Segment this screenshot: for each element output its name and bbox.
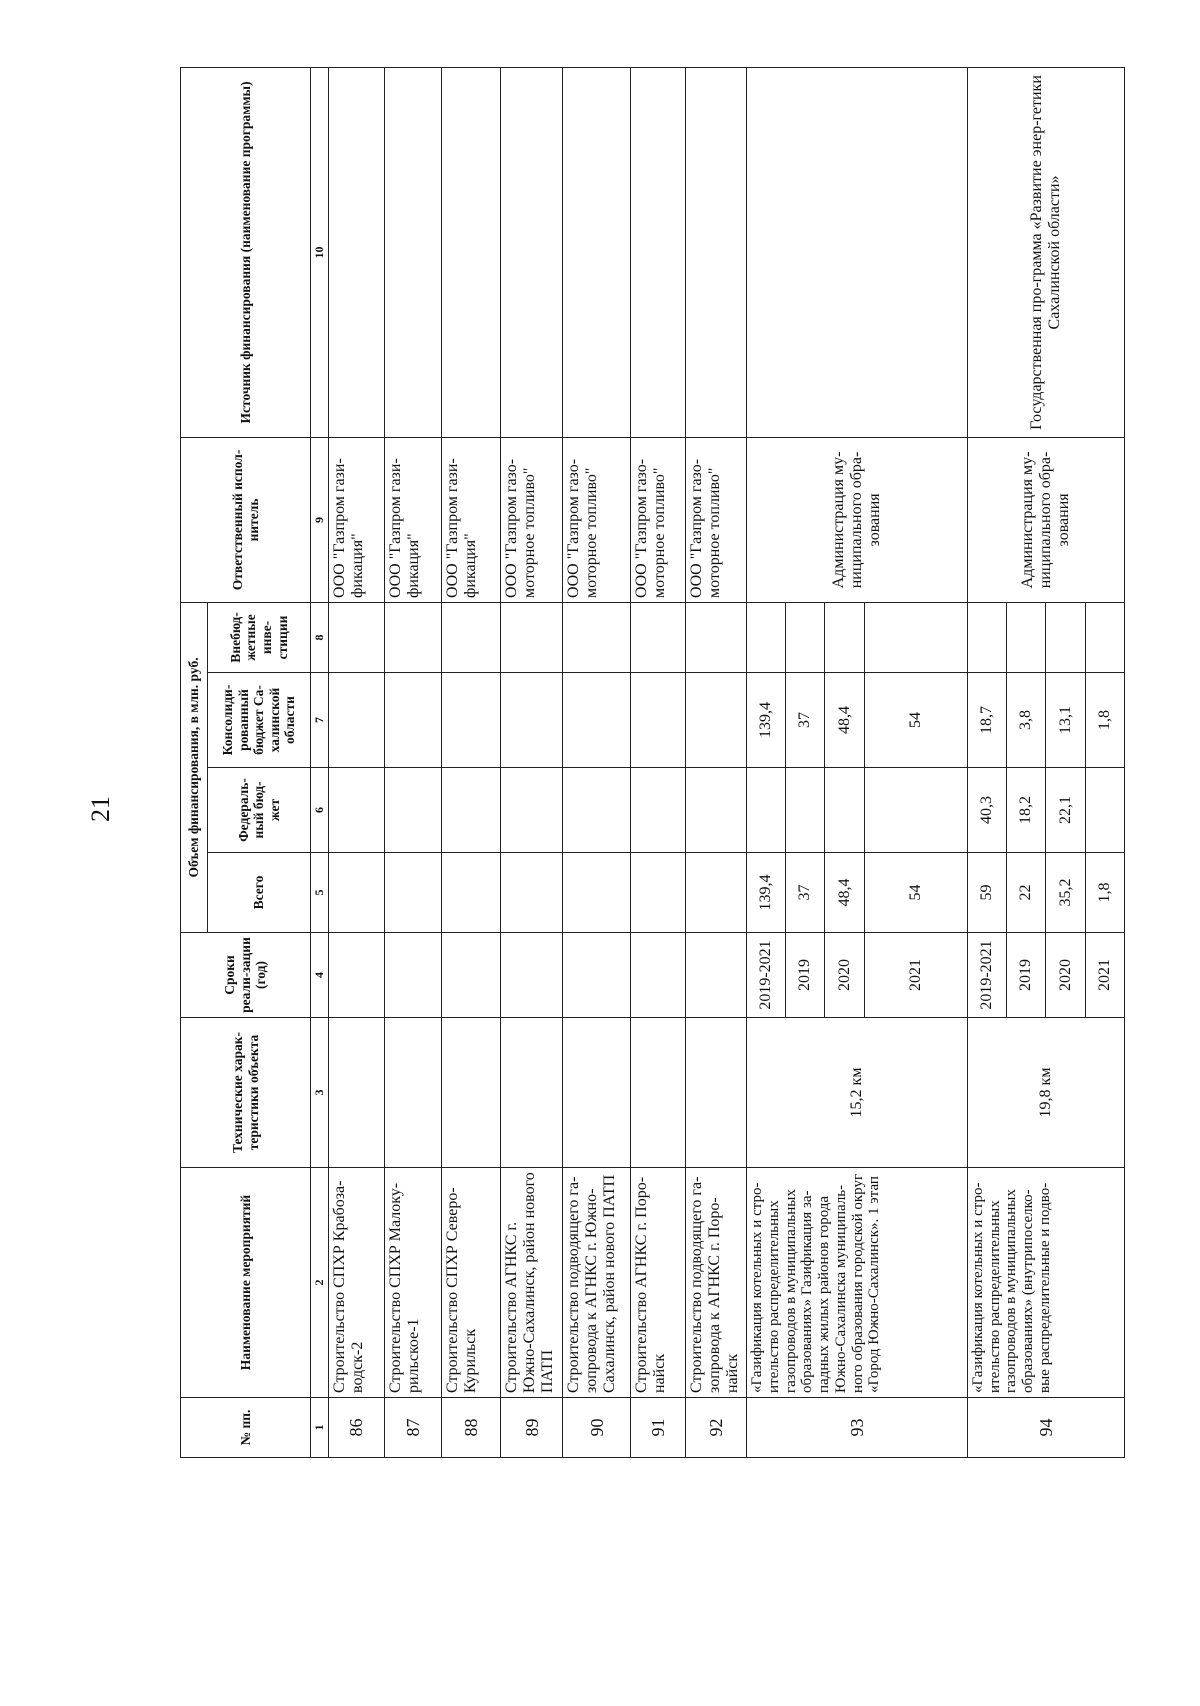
column-numbers-row bbox=[311, 67, 329, 1457]
row-extrabudget bbox=[825, 602, 864, 672]
row-number: 87 bbox=[385, 1398, 442, 1458]
cell-empty bbox=[563, 602, 631, 672]
cell-empty bbox=[685, 673, 746, 768]
row-number: 94 bbox=[967, 1398, 1124, 1458]
row-name: Строительство СПХР Северо-Курильск bbox=[442, 1168, 501, 1398]
row-federal bbox=[825, 768, 864, 853]
header-source: Источник финансирования (наименование программы) bbox=[181, 67, 311, 437]
cell-empty bbox=[442, 853, 501, 933]
cell-empty bbox=[631, 1018, 686, 1168]
table-row bbox=[442, 67, 501, 1457]
row-regional: 54 bbox=[864, 673, 967, 768]
cell-empty bbox=[563, 768, 631, 853]
header-number: № пп. bbox=[181, 1398, 311, 1458]
row-executor: Администрация му-ниципального обра-зования bbox=[967, 437, 1124, 602]
header-total: Всего bbox=[207, 853, 310, 933]
cell-empty bbox=[563, 933, 631, 1018]
row-extrabudget bbox=[746, 602, 785, 672]
cell-empty bbox=[501, 67, 563, 437]
cell-empty bbox=[501, 853, 563, 933]
header-period: Сроки реали-зации (год) bbox=[181, 933, 311, 1018]
cell-empty bbox=[328, 1018, 385, 1168]
header-extrabudget: Внебюд-жетные инве-стиции bbox=[207, 602, 310, 672]
row-executor: ООО "Газпром гази-фикация" bbox=[442, 437, 501, 602]
row-regional: 48,4 bbox=[825, 673, 864, 768]
cell-empty bbox=[385, 768, 442, 853]
table-row bbox=[501, 67, 563, 1457]
header-tech: Технические харак-теристики объекта bbox=[181, 1018, 311, 1168]
row-total: 59 bbox=[967, 853, 1006, 933]
row-year: 2019 bbox=[1007, 933, 1046, 1018]
row-executor: ООО "Газпром газо-моторное топливо" bbox=[563, 437, 631, 602]
row-federal bbox=[746, 768, 785, 853]
row-year: 2019-2021 bbox=[746, 933, 785, 1018]
cell-empty bbox=[328, 67, 385, 437]
row-number: 92 bbox=[685, 1398, 746, 1458]
cell-empty bbox=[442, 602, 501, 672]
row-year: 2021 bbox=[1085, 933, 1124, 1018]
cell-empty bbox=[501, 673, 563, 768]
cell-empty bbox=[631, 768, 686, 853]
row-regional: 37 bbox=[786, 673, 825, 768]
header-financing-group: Объем финансирования, в млн. руб. bbox=[181, 602, 208, 932]
row-regional: 13,1 bbox=[1046, 673, 1085, 768]
row-total: 139,4 bbox=[746, 853, 785, 933]
row-federal: 40,3 bbox=[967, 768, 1006, 853]
row-regional: 18,7 bbox=[967, 673, 1006, 768]
cell-empty bbox=[685, 933, 746, 1018]
row-extrabudget bbox=[1046, 602, 1085, 672]
cell-empty bbox=[563, 673, 631, 768]
row-number: 90 bbox=[563, 1398, 631, 1458]
cell-empty bbox=[385, 933, 442, 1018]
cell-empty bbox=[631, 673, 686, 768]
row-executor: ООО "Газпром гази-фикация" bbox=[328, 437, 385, 602]
cell-empty bbox=[442, 933, 501, 1018]
row-number: 89 bbox=[501, 1398, 563, 1458]
row-name: Строительство СПХР Малоку-рильское-1 bbox=[385, 1168, 442, 1398]
row-federal: 18,2 bbox=[1007, 768, 1046, 853]
row-extrabudget bbox=[1007, 602, 1046, 672]
cell-empty bbox=[631, 67, 686, 437]
cell-empty bbox=[442, 67, 501, 437]
cell-empty bbox=[685, 768, 746, 853]
row-source: Государственная про-грамма «Развитие энер-гетики Сахалинской области» bbox=[967, 67, 1124, 437]
row-year: 2019-2021 bbox=[967, 933, 1006, 1018]
col-number: 2 bbox=[311, 1168, 329, 1398]
row-total: 54 bbox=[864, 853, 967, 933]
cell-empty bbox=[442, 673, 501, 768]
row-executor: ООО "Газпром газо-моторное топливо" bbox=[631, 437, 686, 602]
col-number: 1 bbox=[311, 1398, 329, 1458]
row-federal bbox=[864, 768, 967, 853]
col-number: 8 bbox=[311, 602, 329, 672]
rotated-table-container bbox=[180, 68, 1125, 1458]
cell-empty bbox=[631, 602, 686, 672]
cell-empty bbox=[385, 602, 442, 672]
cell-empty bbox=[442, 768, 501, 853]
row-total: 22 bbox=[1007, 853, 1046, 933]
row-number: 86 bbox=[328, 1398, 385, 1458]
cell-empty bbox=[563, 1018, 631, 1168]
cell-empty bbox=[501, 1018, 563, 1168]
cell-empty bbox=[685, 1018, 746, 1168]
cell-empty bbox=[385, 67, 442, 437]
cell-empty bbox=[442, 1018, 501, 1168]
table-row bbox=[563, 67, 631, 1457]
header-executor: Ответственный испол-нитель bbox=[181, 437, 311, 602]
row-total: 1,8 bbox=[1085, 853, 1124, 933]
row-executor: ООО "Газпром газо-моторное топливо" bbox=[685, 437, 746, 602]
col-number: 6 bbox=[311, 768, 329, 853]
col-number: 3 bbox=[311, 1018, 329, 1168]
row-regional: 1,8 bbox=[1085, 673, 1124, 768]
row-number: 93 bbox=[746, 1398, 967, 1458]
header-regional: Консолиди-рованный бюджет Са-халинской области bbox=[207, 673, 310, 768]
row-extrabudget bbox=[1085, 602, 1124, 672]
financing-table bbox=[180, 67, 1125, 1458]
cell-empty bbox=[501, 933, 563, 1018]
row-number: 88 bbox=[442, 1398, 501, 1458]
col-number: 10 bbox=[311, 67, 329, 437]
row-executor: ООО "Газпром газо-моторное топливо" bbox=[501, 437, 563, 602]
col-number: 7 bbox=[311, 673, 329, 768]
cell-empty bbox=[385, 673, 442, 768]
table-row bbox=[746, 67, 785, 1457]
header-name: Наименование мероприятий bbox=[181, 1168, 311, 1398]
row-tech: 15,2 км bbox=[746, 1018, 967, 1168]
cell-empty bbox=[328, 853, 385, 933]
row-name: Строительство АГНКС г. Южно-Сахалинск, район нового ПАТП bbox=[501, 1168, 563, 1398]
cell-empty bbox=[385, 853, 442, 933]
cell-empty bbox=[631, 933, 686, 1018]
table-row bbox=[685, 67, 746, 1457]
cell-empty bbox=[385, 1018, 442, 1168]
row-regional: 139,4 bbox=[746, 673, 785, 768]
cell-empty bbox=[501, 768, 563, 853]
row-name: «Газификация котельных и стро-ительство распределительных газопроводов в муниципальных образованиях» Газификация за-падных жилых районов города Южно-Сахалинска муниципаль-ного образования городской округ «Город Южно-Сахалинск». 1 этап bbox=[746, 1168, 967, 1398]
cell-empty bbox=[631, 853, 686, 933]
row-year: 2021 bbox=[864, 933, 967, 1018]
cell-empty bbox=[328, 768, 385, 853]
table-row bbox=[967, 67, 1006, 1457]
row-name: Строительство подводящего га-зопровода к АГНКС г. Поро-найск bbox=[685, 1168, 746, 1398]
row-executor: Администрация му-ниципального обра-зования bbox=[746, 437, 967, 602]
table-row bbox=[328, 67, 385, 1457]
row-federal bbox=[1085, 768, 1124, 853]
col-number: 5 bbox=[311, 853, 329, 933]
cell-empty bbox=[328, 673, 385, 768]
row-total: 35,2 bbox=[1046, 853, 1085, 933]
row-extrabudget bbox=[864, 602, 967, 672]
cell-empty bbox=[563, 853, 631, 933]
cell-empty bbox=[685, 67, 746, 437]
cell-empty bbox=[685, 853, 746, 933]
col-number: 4 bbox=[311, 933, 329, 1018]
page-number: 21 bbox=[86, 796, 115, 822]
row-extrabudget bbox=[967, 602, 1006, 672]
row-year: 2020 bbox=[825, 933, 864, 1018]
row-year: 2019 bbox=[786, 933, 825, 1018]
row-total: 48,4 bbox=[825, 853, 864, 933]
cell-empty bbox=[685, 602, 746, 672]
row-extrabudget bbox=[786, 602, 825, 672]
row-total: 37 bbox=[786, 853, 825, 933]
row-regional: 3,8 bbox=[1007, 673, 1046, 768]
table-row bbox=[631, 67, 686, 1457]
row-federal bbox=[786, 768, 825, 853]
row-executor: ООО "Газпром гази-фикация" bbox=[385, 437, 442, 602]
row-name: Строительство СПХР Крабоза-водск-2 bbox=[328, 1168, 385, 1398]
table-row bbox=[385, 67, 442, 1457]
row-name: Строительство АГНКС г. Поро-найск bbox=[631, 1168, 686, 1398]
row-number: 91 bbox=[631, 1398, 686, 1458]
row-name: Строительство подводящего га-зопровода к АГНКС г. Южно-Сахалинск, район нового ПАТП bbox=[563, 1168, 631, 1398]
row-name: «Газификация котельных и стро-ительство распределительных газопроводов в муниципальных образованиях» (внутрипоселко-вые распределительные и подво- bbox=[967, 1168, 1124, 1398]
cell-empty bbox=[328, 602, 385, 672]
row-federal: 22,1 bbox=[1046, 768, 1085, 853]
cell-empty bbox=[501, 602, 563, 672]
col-number: 9 bbox=[311, 437, 329, 602]
row-year: 2020 bbox=[1046, 933, 1085, 1018]
cell-empty bbox=[746, 67, 967, 437]
row-tech: 19,8 км bbox=[967, 1018, 1124, 1168]
header-federal: Федераль-ный бюд-жет bbox=[207, 768, 310, 853]
cell-empty bbox=[563, 67, 631, 437]
cell-empty bbox=[328, 933, 385, 1018]
